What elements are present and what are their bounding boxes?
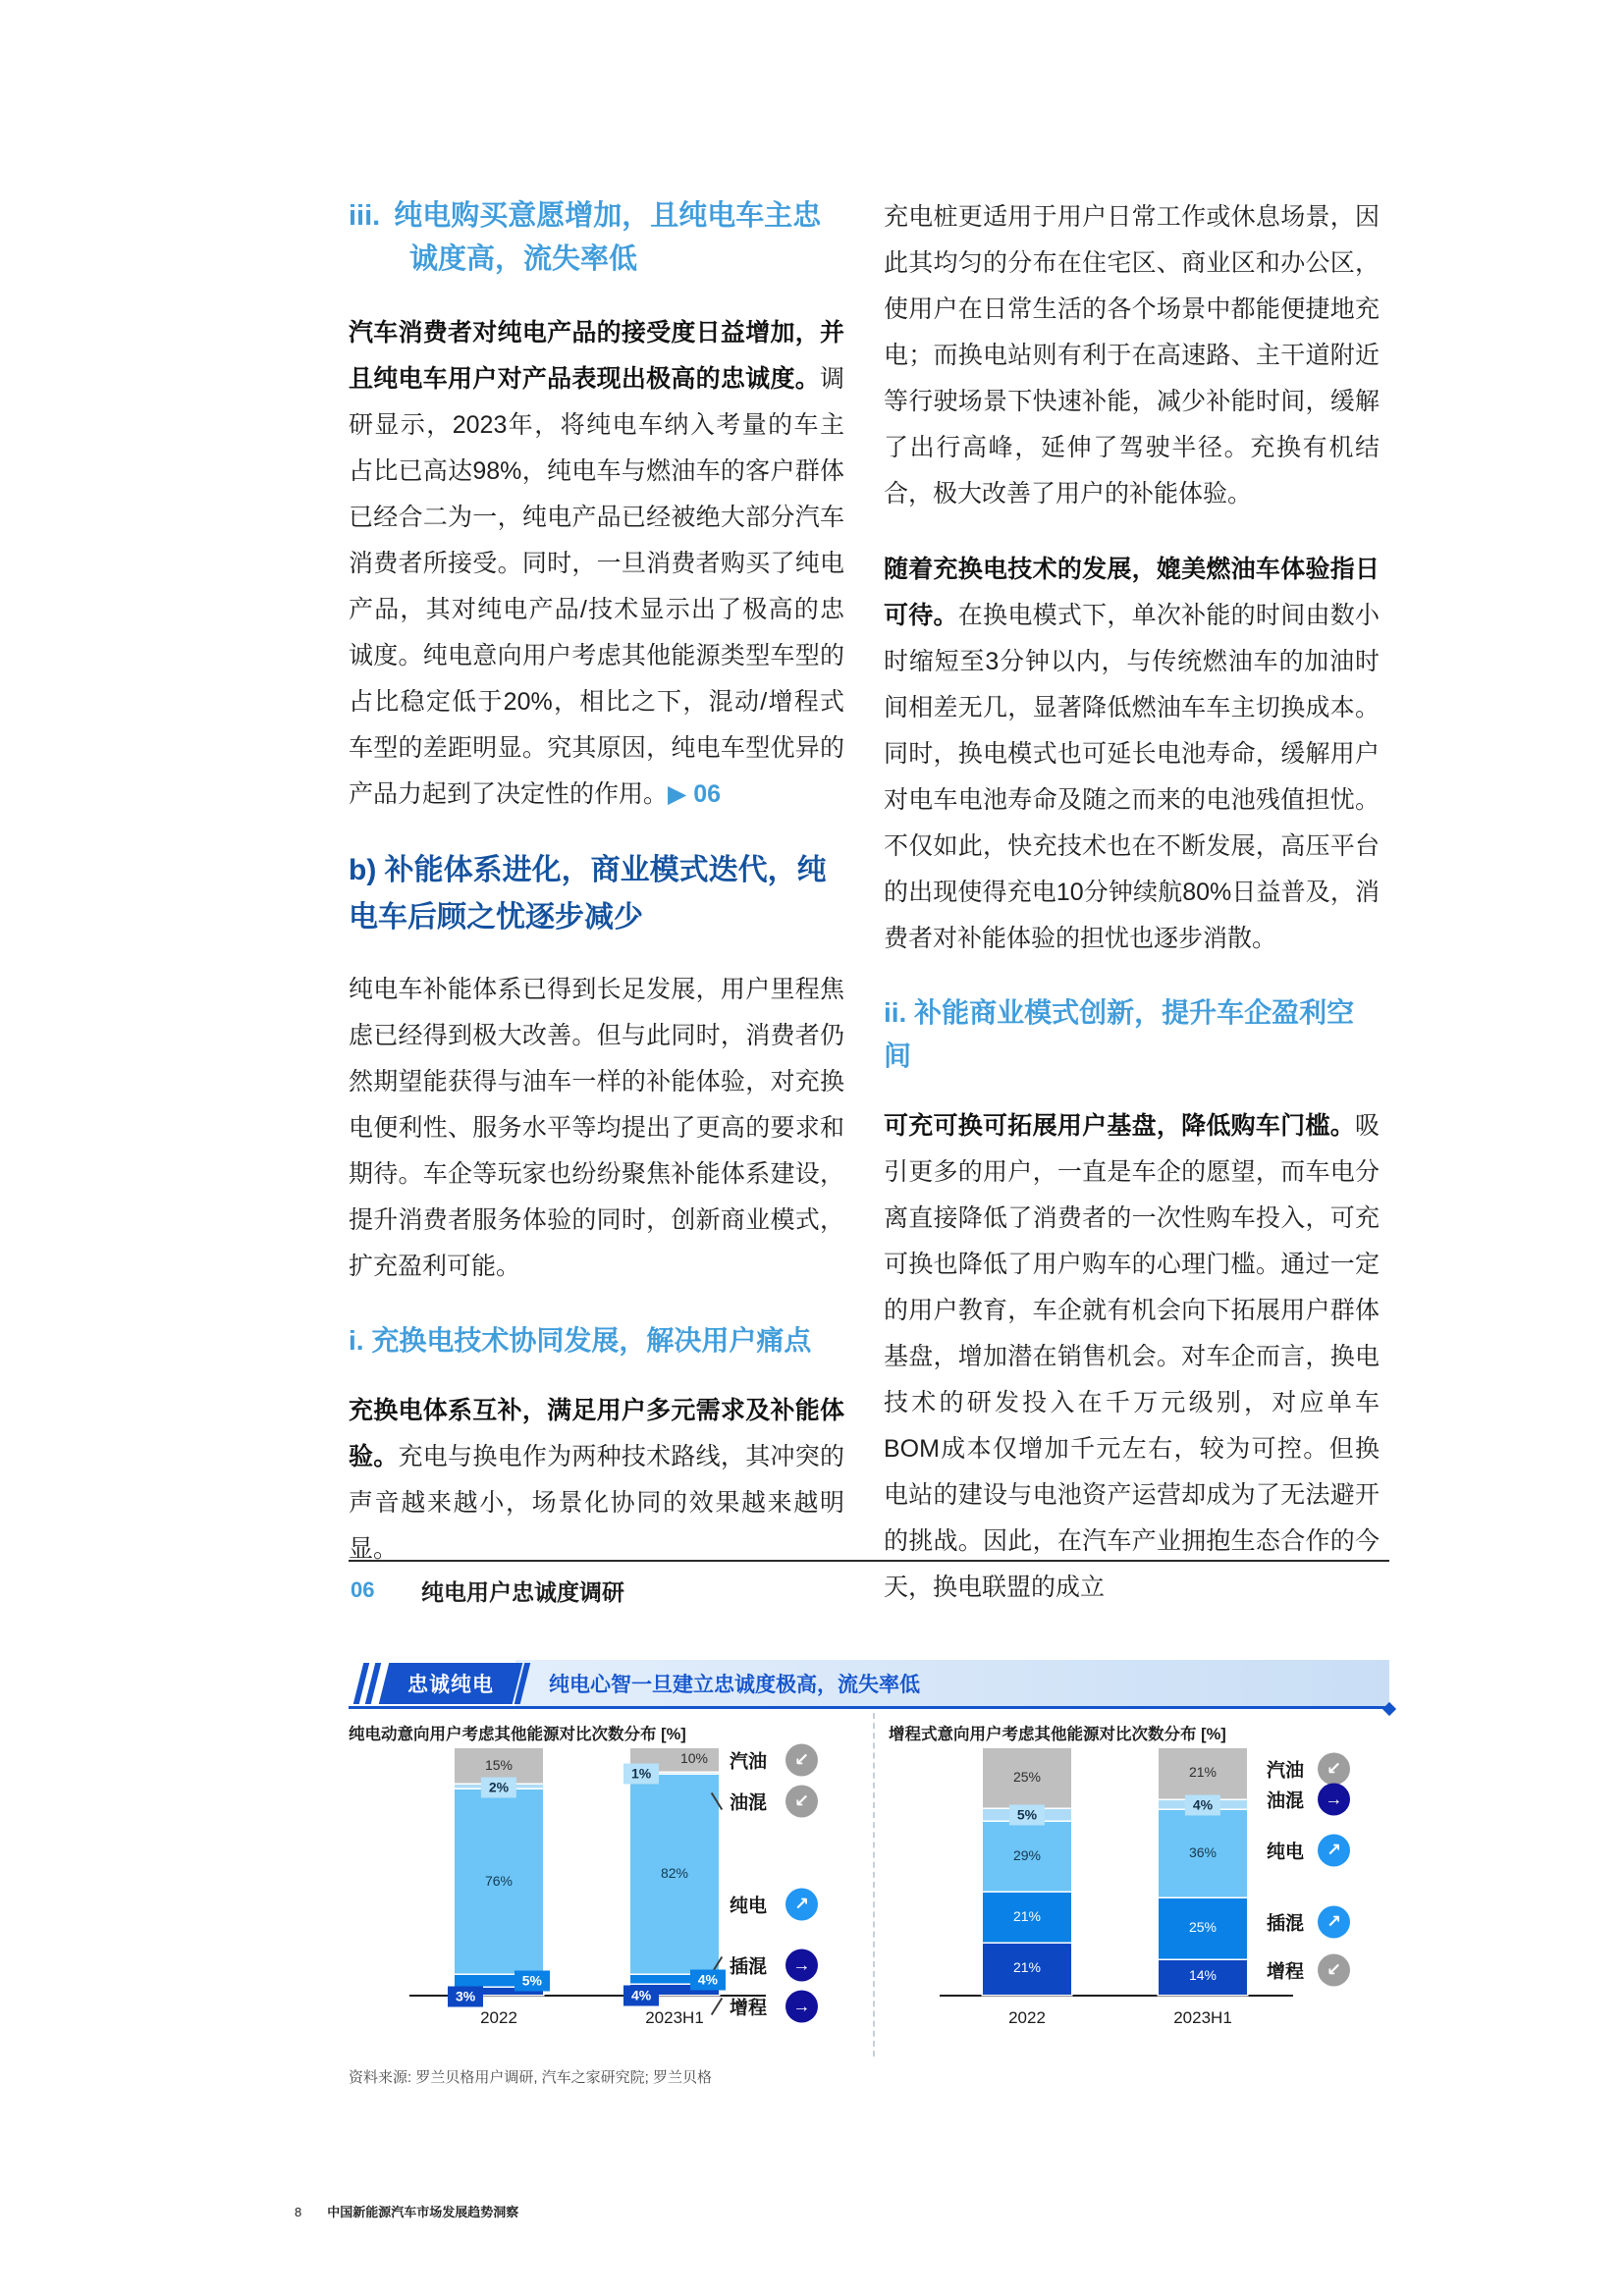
x-axis-label: 2022 [1008, 2008, 1046, 2027]
value-badge: 4% [1185, 1794, 1220, 1815]
page-number: 8 [295, 2205, 302, 2219]
heading-number: iii. [349, 200, 381, 232]
x-axis-label: 2022 [480, 2008, 517, 2027]
trend-flat-arrow-icon: → [1318, 1784, 1350, 1816]
value-label: 25% [1012, 1769, 1042, 1786]
page-footer [295, 2202, 518, 2220]
stacked-bar [630, 1748, 719, 2003]
value-badge: 5% [514, 1971, 550, 1992]
legend-label-油混: 油混 [1267, 1790, 1305, 1812]
paragraph-body: 充电与换电作为两种技术路线，其冲突的声音越来越小，场景化协同的效果越来越明显。 [349, 1443, 844, 1563]
value-badge: 1% [623, 1764, 659, 1785]
article-columns [349, 194, 1380, 1640]
stacked-bar [983, 1748, 1071, 1995]
banner-message: 纯电心智一旦建立忠诚度极高，流失率低 [549, 1674, 920, 1696]
x-axis [940, 1995, 1293, 1997]
paragraph-body: 调研显示，2023年，将纯电车纳入考量的车主占比已高达98%，纯电车与燃油车的客户群体已经合二为一，纯电产品已经被绝大部分汽车消费者所接受。同时，一旦消费者购买了纯电产品，其对纯电产品/技术显示出了极高的忠诚度。纯电意向用户考虑其他能源类型车型的占比稳定低于20%，相比之下，混动/增程式车型的差距明显。究其原因，纯电车型优异的产品力起到了决定性的作用。 [349, 365, 844, 808]
plot-area [889, 1748, 1389, 2072]
figure-number: 06 [351, 1577, 375, 1602]
value-badge: 4% [690, 1970, 726, 1991]
value-label: 76% [484, 1872, 514, 1889]
stacked-bar [1159, 1748, 1247, 1995]
section-heading-i: i. 充换电技术协同发展，解决用户痛点 [349, 1325, 812, 1356]
legend-label-插混: 插混 [1267, 1913, 1305, 1935]
chart-erev-intenders [889, 1721, 1389, 2113]
value-badge: 5% [1009, 1805, 1045, 1826]
paragraph-3 [349, 1388, 844, 1573]
legend-label-增程: 增程 [730, 1998, 768, 2019]
chart-title: 纯电动意向用户考虑其他能源对比次数分布 [%] [349, 1726, 686, 1743]
right-column [884, 194, 1380, 1640]
value-label: 21% [1012, 1907, 1042, 1924]
value-label: 21% [1012, 1958, 1042, 1975]
paragraph-lead: 随着充换电技术的发展，媲美燃油车体验指日可待。 [884, 556, 1380, 629]
chart-title: 增程式意向用户考虑其他能源对比次数分布 [%] [889, 1726, 1226, 1743]
source-note: 资料来源: 罗兰贝格用户调研, 汽车之家研究院; 罗兰贝格 [349, 2069, 713, 2086]
paragraph-1 [349, 310, 844, 818]
plot-area [349, 1748, 864, 2072]
banner-badge-label: 忠诚纯电 [407, 1674, 494, 1696]
legend-label-纯电: 纯电 [730, 1896, 768, 1917]
value-label: 82% [660, 1865, 689, 1882]
trend-up-arrow-icon: ↗ [1318, 1906, 1350, 1939]
figure-top-rule [349, 1560, 1389, 1562]
figure-title: 纯电用户忠诚度调研 [421, 1579, 624, 1605]
trend-down-arrow-icon: ↙ [785, 1744, 818, 1777]
banner-underline [349, 1706, 1389, 1709]
value-label: 14% [1188, 1967, 1218, 1984]
value-label: 36% [1188, 1843, 1218, 1860]
figure-06-block [349, 1556, 1389, 2145]
heading-text: 纯电购买意愿增加，且纯电车主忠诚度高，流失率低 [394, 200, 822, 275]
trend-down-arrow-icon: ↙ [1318, 1954, 1350, 1987]
stacked-bar [455, 1748, 543, 2004]
legend-label-增程: 增程 [1267, 1961, 1305, 1983]
paragraph-lead: 可充可换可拓展用户基盘，降低购车门槛。 [884, 1112, 1355, 1140]
paragraph-lead: 充换电体系互补，满足用户多元需求及补能体验。 [349, 1397, 844, 1470]
value-label: 21% [1188, 1764, 1218, 1781]
trend-up-arrow-icon: ↗ [785, 1889, 818, 1921]
value-badge: 4% [623, 1986, 659, 2006]
paragraph-body: 吸引更多的用户，一直是车企的愿望，而车电分离直接降低了消费者的一次性购车投入，可充可换也降低了用户购车的心理门槛。通过一定的用户教育，车企就有机会向下拓展用户群体基盘，增加潜在销售机会。对车企而言，换电技术的研发投入在千万元级别，对应单车BOM成本仅增加千元左右，较为可控。但换电站的建设与电池资产运营却成为了无法避开的挑战。因此，在汽车产业拥抱生态合作的今天，换电联盟的成立 [884, 1112, 1380, 1601]
paragraph-lead: 汽车消费者对纯电产品的接受度日益增加，并且纯电车用户对产品表现出极高的忠诚度。 [349, 319, 844, 393]
value-label: 15% [484, 1756, 514, 1773]
legend-label-汽油: 汽油 [1267, 1760, 1305, 1782]
figure-reference: ▶ 06 [668, 780, 721, 808]
paragraph-6 [884, 1103, 1380, 1611]
trend-flat-arrow-icon: → [785, 1949, 818, 1982]
value-badge: 3% [448, 1987, 483, 2007]
legend-label-汽油: 汽油 [730, 1751, 768, 1773]
document-title: 中国新能源汽车市场发展趋势洞察 [327, 2205, 519, 2219]
value-badge: 2% [481, 1777, 516, 1797]
trend-flat-arrow-icon: → [785, 1991, 818, 2023]
section-heading-b: b) 补能体系进化，商业模式迭代，纯电车后顾之忧逐步减少 [349, 854, 827, 934]
section-heading-ii: ii. 补能商业模式创新，提升车企盈利空间 [884, 997, 1355, 1071]
trend-down-arrow-icon: ↙ [1318, 1753, 1350, 1786]
left-column [349, 194, 844, 1640]
figure-banner [349, 1660, 1389, 1707]
value-label: 29% [1012, 1846, 1042, 1863]
chart-divider-dashed-line [873, 1713, 875, 2056]
x-axis-label: 2023H1 [1173, 2008, 1232, 2027]
x-axis-label: 2023H1 [645, 2008, 704, 2027]
chart-bev-intenders [349, 1721, 864, 2113]
legend-label-油混: 油混 [730, 1792, 768, 1814]
value-label: 25% [1188, 1919, 1218, 1936]
trend-up-arrow-icon: ↗ [1318, 1835, 1350, 1867]
banner-badge [379, 1663, 522, 1704]
paragraph-2: 纯电车补能体系已得到长足发展，用户里程焦虑已经得到极大改善。但与此同时，消费者仍然期望能获得与油车一样的补能体验，对充换电便利性、服务水平等均提出了更高的要求和期待。车企等玩家也纷纷聚焦补能体系建设，提升消费者服务体验的同时，创新商业模式，扩充盈利可能。 [349, 976, 844, 1280]
paragraph-4: 充电桩更适用于用户日常工作或休息场景，因此其均匀的分布在住宅区、商业区和办公区，使用户在日常生活的各个场景中都能便捷地充电；而换电站则有利于在高速路、主干道附近等行驶场景下快速补能，减少补能时间，缓解了出行高峰，延伸了驾驶半径。充换有机结合，极大改善了用户的补能体验。 [884, 203, 1380, 507]
trend-down-arrow-icon: ↙ [785, 1786, 818, 1818]
legend-label-插混: 插混 [730, 1956, 768, 1978]
legend-label-纯电: 纯电 [1267, 1842, 1305, 1863]
section-heading-iii [349, 194, 844, 281]
paragraph-body: 在换电模式下，单次补能的时间由数小时缩短至3分钟以内，与传统燃油车的加油时间相差无几，显著降低燃油车车主切换成本。同时，换电模式也可延长电池寿命，缓解用户对电车电池寿命及随之而来的电池残值担忧。不仅如此，快充技术也在不断发展，高压平台的出现使得充电10分钟续航80%日益普及，消费者对补能体验的担忧也逐步消散。 [884, 602, 1380, 952]
value-label: 10% [679, 1750, 709, 1767]
paragraph-5 [884, 547, 1380, 962]
